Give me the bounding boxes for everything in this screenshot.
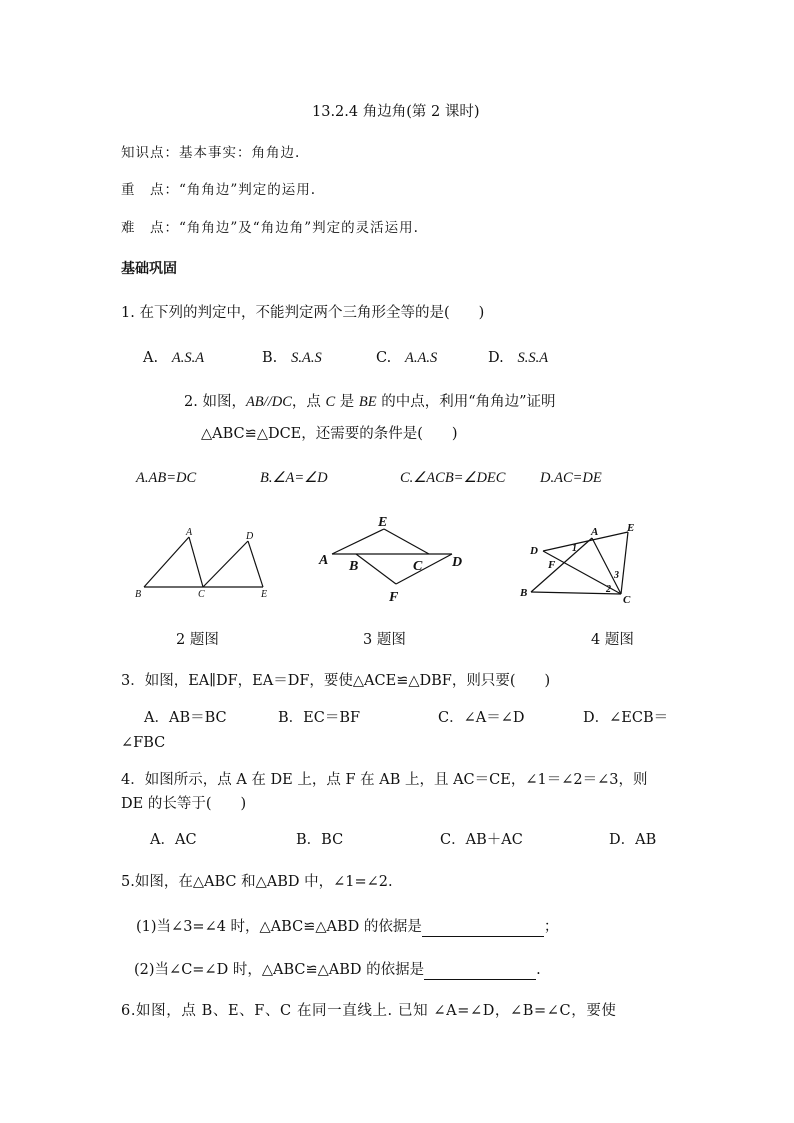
figure-4 xyxy=(515,522,645,607)
q6-stem: 6.如图，点 B、E、F、C 在同一直线上. 已知 ∠A=∠D，∠B=∠C，要使 xyxy=(121,1003,617,1019)
fig2-segment-ba xyxy=(144,537,189,587)
q4-stem-line2: DE 的长等于( ) xyxy=(121,796,247,812)
fig4-label-1: 1 xyxy=(572,543,577,554)
q3-option-c: C．∠A＝∠D xyxy=(438,710,525,726)
q2-stem-line1 xyxy=(184,392,556,412)
q4-stem-line1: 4．如图所示，点 A 在 DE 上，点 F 在 AB 上，且 AC＝CE，∠1＝∠2＝∠3，则 xyxy=(121,772,648,788)
q1-option-d xyxy=(488,348,548,368)
q1-option-c-text: A.A.S xyxy=(405,350,438,366)
q1-option-c-letter: C. xyxy=(376,350,392,366)
key-point: 重 点：“角角边”判定的运用. xyxy=(121,182,317,198)
q2-text: 的中点，利用“角角边”证明 xyxy=(376,394,556,410)
fig2-segment-cd xyxy=(203,541,248,587)
q2-triangle: △ABC xyxy=(201,426,245,442)
fig3-label-f: F xyxy=(389,590,399,605)
q1-option-c xyxy=(376,348,437,368)
q5-sub1-blank[interactable] xyxy=(422,920,544,937)
q1-option-a-letter: A. xyxy=(143,350,159,366)
fig3-label-d: D xyxy=(452,555,463,570)
q1-option-b-text: S.A.S xyxy=(291,350,322,366)
page-title: 13.2.4 角边角(第 2 课时) xyxy=(312,104,480,120)
fig4-label-3: 3 xyxy=(614,570,619,581)
q5-sub2 xyxy=(134,960,541,980)
q2-text: ，还需要的条件是( ) xyxy=(301,426,458,442)
fig3-segment-ec xyxy=(384,529,429,554)
q2-segment: BE xyxy=(358,394,377,410)
figure-4-caption: 4 题图 xyxy=(591,632,634,648)
fig4-segment-de xyxy=(543,532,628,551)
q5-sub1 xyxy=(136,917,558,937)
fig3-segment-fd xyxy=(396,554,452,584)
fig3-segment-ae xyxy=(332,529,384,554)
difficulty-point: 难 点：“角角边”及“角边角”判定的灵活运用. xyxy=(121,220,419,236)
q3-option-d-cont: ∠FBC xyxy=(121,735,166,751)
q4-option-b: B．BC xyxy=(296,832,344,848)
q4-option-d: D．AB xyxy=(609,832,657,848)
q1-option-d-letter: D. xyxy=(488,350,504,366)
q2-parallel: AB//DC xyxy=(245,394,292,410)
fig4-segment-ab xyxy=(531,538,592,592)
q2-congruent: ≌ xyxy=(244,426,257,442)
q2-text: ，点 xyxy=(291,394,326,410)
q1-option-a-text: A.S.A xyxy=(171,350,205,366)
q3-option-a: A．AB＝BC xyxy=(144,710,227,726)
q2-stem-line2 xyxy=(201,424,458,444)
q5-stem: 5.如图，在△ABC 和△ABD 中，∠1=∠2. xyxy=(121,874,393,890)
fig3-label-e: E xyxy=(378,515,388,530)
q5-sub2-text: (2)当∠C=∠D 时，△ABC≌△ABD 的依据是 xyxy=(134,962,425,978)
fig2-segment-de xyxy=(248,541,263,587)
q2-point: C xyxy=(325,394,336,410)
q3-option-b: B．EC＝BF xyxy=(278,710,361,726)
figure-3 xyxy=(316,512,476,607)
q2-text: 是 xyxy=(335,394,359,410)
q4-option-a: A．AC xyxy=(150,832,197,848)
fig4-label-f: F xyxy=(548,559,556,571)
fig2-label-e: E xyxy=(261,589,268,600)
fig4-label-d: D xyxy=(530,545,538,557)
q5-sub2-blank[interactable] xyxy=(424,963,536,980)
figure-3-caption: 3 题图 xyxy=(363,632,406,648)
q2-option-d: D.AC=DE xyxy=(540,470,602,486)
q4-option-c: C．AB＋AC xyxy=(440,832,523,848)
fig4-label-a: A xyxy=(591,526,599,538)
q5-sub2-end: . xyxy=(536,962,541,978)
q5-sub1-text: (1)当∠3=∠4 时，△ABC≌△ABD 的依据是 xyxy=(136,919,422,935)
fig4-label-2: 2 xyxy=(606,584,611,595)
fig3-label-a: A xyxy=(319,553,329,568)
fig3-label-c: C xyxy=(413,559,423,574)
fig4-label-b: B xyxy=(520,587,528,599)
q2-option-b: B.∠A=∠D xyxy=(260,470,328,486)
figure-2-caption: 2 题图 xyxy=(176,632,219,648)
fig4-segment-ec xyxy=(621,532,628,594)
q5-sub1-end: ； xyxy=(543,919,559,935)
q3-stem: 3．如图，EA∥DF，EA＝DF，要使△ACE≌△DBF，则只要( ) xyxy=(121,673,551,689)
fig3-label-b: B xyxy=(349,559,359,574)
q2-option-a: A.AB=DC xyxy=(136,470,197,486)
q3-option-d: D．∠ECB＝ xyxy=(583,710,669,726)
fig2-label-a: A xyxy=(186,527,193,538)
q1-option-b-letter: B. xyxy=(262,350,278,366)
fig2-label-b: B xyxy=(135,589,142,600)
fig2-segment-ac xyxy=(189,537,203,587)
q1-stem: 1. 在下列的判定中，不能判定两个三角形全等的是( ) xyxy=(121,305,485,321)
fig2-label-d: D xyxy=(246,531,254,542)
figure-2 xyxy=(130,525,280,605)
q2-triangle: △DCE xyxy=(256,426,302,442)
knowledge-point: 知识点：基本事实：角角边. xyxy=(121,145,301,161)
fig3-segment-bf xyxy=(356,554,396,584)
section-heading: 基础巩固 xyxy=(121,261,177,277)
q2-text: 2. 如图， xyxy=(184,394,246,410)
q2-option-c: C.∠ACB=∠DEC xyxy=(400,470,506,486)
q1-option-b xyxy=(262,348,322,368)
fig4-label-e: E xyxy=(627,522,635,534)
q1-option-d-text: S.S.A xyxy=(517,350,549,366)
fig4-label-c: C xyxy=(623,594,631,606)
fig2-label-c: C xyxy=(198,589,205,600)
q1-option-a xyxy=(143,348,204,368)
